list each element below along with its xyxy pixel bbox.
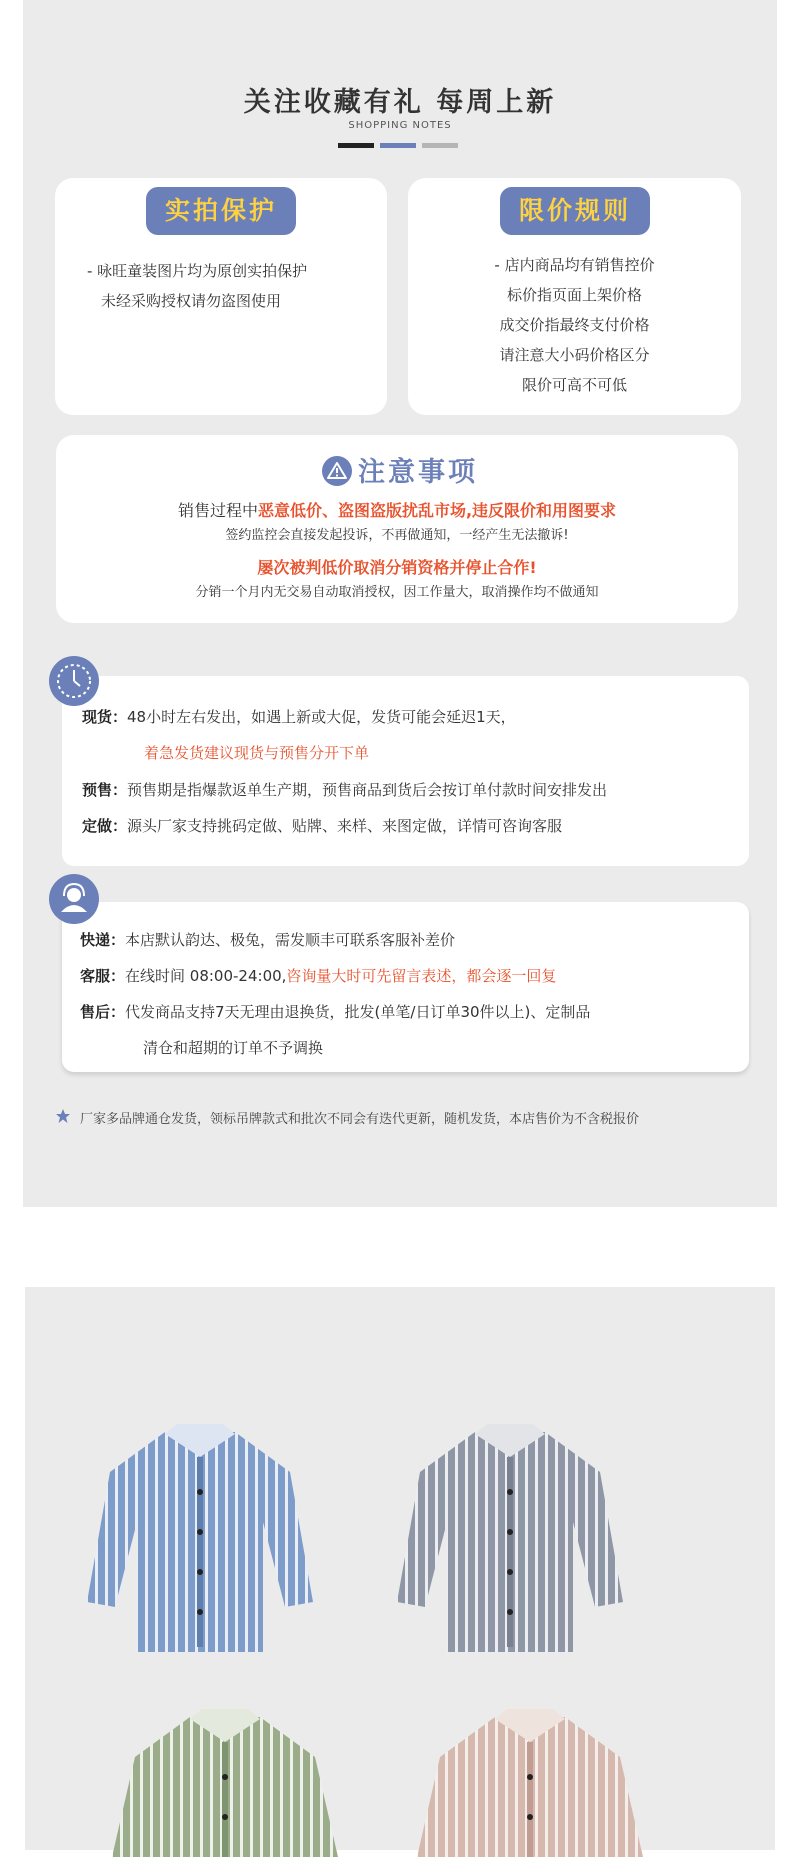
pink-striped-shirt-icon: [415, 1697, 645, 1857]
clock-icon: [49, 656, 99, 706]
price-rule-badge: 限价规则: [500, 187, 650, 235]
cs-highlight: 咨询量大时可先留言表述，都会逐一回复: [286, 967, 557, 985]
price-line: 请注意大小码价格区分: [499, 346, 650, 364]
stock-label: 现货：: [82, 708, 128, 726]
notice-title: 注意事项: [358, 457, 478, 488]
custom-label: 定做：: [82, 817, 128, 835]
customer-service-icon: [49, 874, 99, 924]
price-line: 限价可高不可低: [521, 376, 627, 394]
page-subtitle: SHOPPING NOTES: [348, 120, 452, 131]
cs-row: [80, 965, 556, 986]
green-striped-shirt-icon: [110, 1697, 340, 1857]
express-label: 快递：: [80, 931, 126, 949]
cs-label: 客服：: [80, 967, 126, 985]
aftersale-row: [80, 1001, 590, 1022]
price-line: 成交价指最终支付价格: [499, 316, 650, 334]
footnote-text: 厂家多品牌通仓发货，领标吊牌款式和批次不同会有迭代更新，随机发货，本店售价为不含税报价: [80, 1112, 640, 1127]
express-text: 本店默认韵达、极兔，需发顺丰可联系客服补差价: [125, 931, 456, 949]
notice-line-2: 签约监控会直接发起投诉，不再做通知，一经产生无法撤诉!: [225, 528, 569, 543]
price-rule-card: [408, 178, 741, 415]
aftersale-text: 代发商品支持7天无理由退换货，批发(单笔/日订单30件以上)、定制品: [125, 1003, 591, 1021]
presale-row: [82, 779, 607, 800]
custom-row: [82, 815, 562, 836]
divider-bar-dark: [338, 143, 374, 148]
notice-line-4: 分销一个月内无交易自动取消授权，因工作量大，取消操作均不做通知: [195, 585, 599, 600]
stock-text: 48小时左右发出，如遇上新或大促，发货可能会延迟1天，: [127, 708, 516, 726]
price-line: - 店内商品均有销售控价: [494, 256, 655, 274]
divider-bar-grey: [422, 143, 458, 148]
shipping-card: [62, 676, 749, 866]
page-title: 关注收藏有礼 每周上新: [243, 87, 557, 118]
price-line: 标价指页面上架价格: [506, 286, 642, 304]
presale-label: 预售：: [82, 781, 128, 799]
protect-line: - 咏旺童装图片均为原创实拍保护: [87, 262, 308, 280]
express-row: [80, 929, 455, 950]
aftersale-label: 售后：: [80, 1003, 126, 1021]
stock-highlight: 着急发货建议现货与预售分开下单: [144, 744, 370, 762]
presale-text: 预售期是指爆款返单生产期，预售商品到货后会按订单付款时间安排发出: [127, 781, 608, 799]
aftersale-row-2: 清仓和超期的订单不予调换: [143, 1039, 324, 1057]
warning-icon: [322, 456, 352, 486]
custom-text: 源头厂家支持挑码定做、贴牌、来样、来图定做，详情可咨询客服: [127, 817, 563, 835]
photo-protect-badge: 实拍保护: [146, 187, 296, 235]
stock-row: [82, 706, 516, 727]
protect-line: 未经采购授权请勿盗图使用: [101, 292, 282, 310]
notice-line-3: 屡次被判低价取消分销资格并停止合作!: [257, 558, 537, 577]
star-icon: [55, 1108, 71, 1128]
notice-line-1: [56, 498, 738, 521]
notice-line-1-highlight: 恶意低价、盗图盗版扰乱市场,违反限价和用图要求: [257, 501, 617, 520]
cs-text: 在线时间 08:00-24:00,: [125, 967, 287, 985]
notice-heading: [60, 450, 740, 489]
blue-striped-shirt-icon: [85, 1412, 315, 1662]
grey-striped-shirt-icon: [395, 1412, 625, 1662]
notice-line-1-prefix: 销售过程中: [177, 501, 258, 520]
divider-bar-accent: [380, 143, 416, 148]
photo-protect-card: [55, 178, 387, 415]
product-image-area: [25, 1287, 775, 1850]
